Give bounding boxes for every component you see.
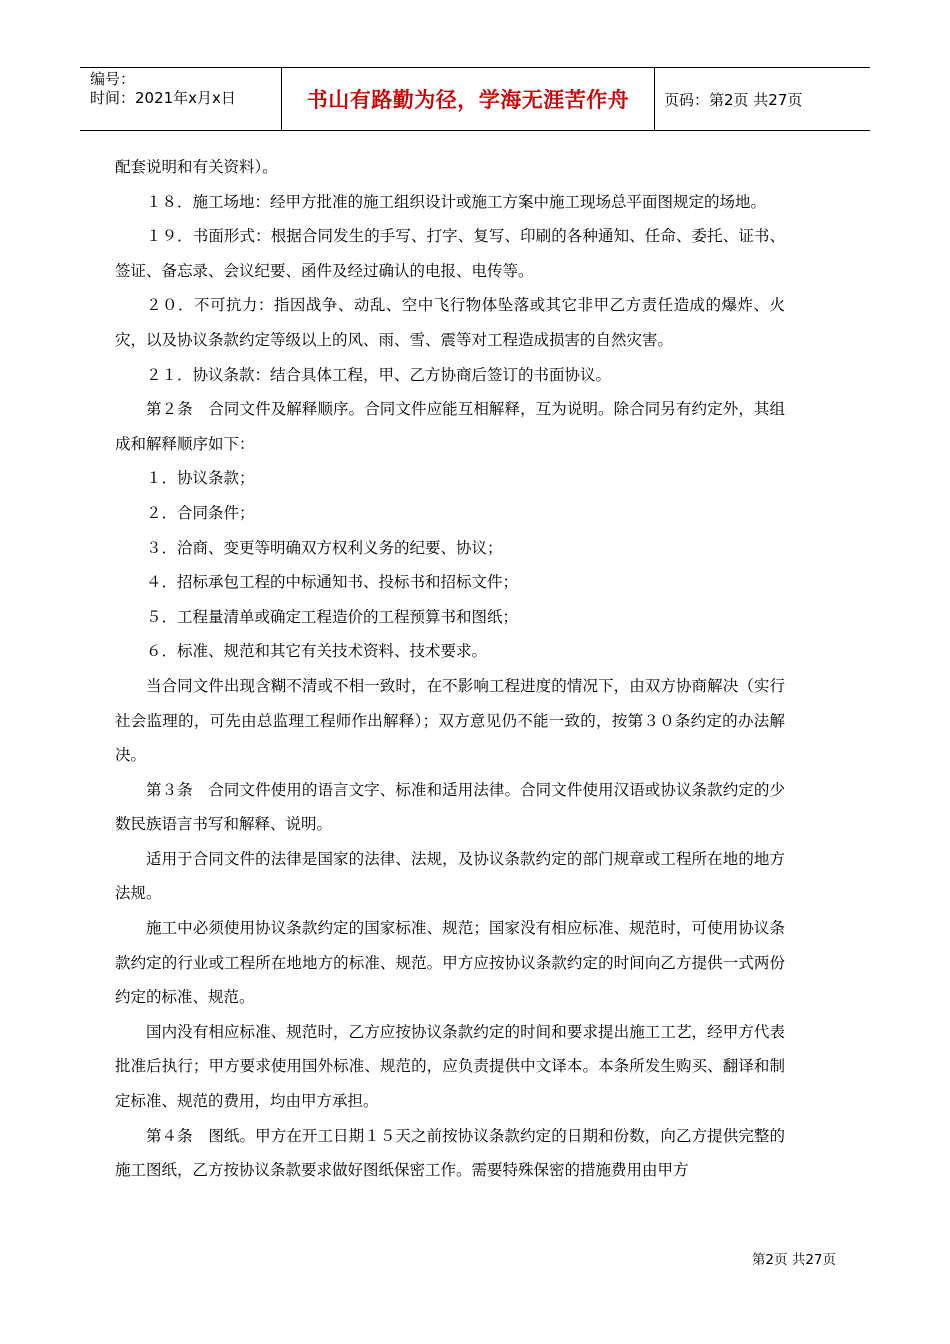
list-item: １．协议条款； <box>146 469 255 488</box>
list-item: ３．洽商、变更等明确双方权利义务的纪要、协议； <box>146 538 503 557</box>
header-page-number: 页码：第2页 共27页 <box>664 90 803 109</box>
paragraph: 施工中必须使用协议条款约定的国家标准、规范；国家没有相应标准、规范时，可使用协议条款约定的行业或工程所在地地方的标准、规范。甲方应按协议条款约定的时间向乙方提供一式两份约定的标准、规范。 <box>115 919 785 1007</box>
paragraph: １９．书面形式：根据合同发生的手写、打字、复写、印刷的各种通知、任命、委托、证书、签证、备忘录、会议纪要、函件及经过确认的电报、电传等。 <box>115 227 785 280</box>
header-meta <box>90 70 280 108</box>
document-body <box>115 150 785 1188</box>
paragraph: ２１．协议条款：结合具体工程，甲、乙方协商后签订的书面协议。 <box>146 365 612 384</box>
list-item: ４．招标承包工程的中标通知书、投标书和招标文件； <box>146 573 519 592</box>
page-footer: 第2页 共27页 <box>751 1252 836 1268</box>
header-motto: 书山有路勤为径，学海无涯苦作舟 <box>306 88 630 112</box>
paragraph: 适用于合同文件的法律是国家的法律、法规，及协议条款约定的部门规章或工程所在地的地方法规。 <box>115 849 785 903</box>
page-header <box>80 67 870 131</box>
paragraph: 当合同文件出现含糊不清或不相一致时，在不影响工程进度的情况下，由双方协商解决（实行社会监理的，可先由总监理工程师作出解释）；双方意见仍不能一致的，按第３０条约定的办法解决。 <box>115 676 785 765</box>
paragraph: 国内没有相应标准、规范时，乙方应按协议条款约定的时间和要求提出施工工艺，经甲方代表批准后执行；甲方要求使用国外标准、规范的，应负责提供中文译本。本条所发生购买、翻译和制定标准、规范的费用，均由甲方承担。 <box>115 1022 785 1111</box>
list-item: ２．合同条件； <box>146 503 255 522</box>
paragraph: １８．施工场地：经甲方批准的施工组织设计或施工方案中施工现场总平面图规定的场地。 <box>146 192 767 211</box>
list-item: ６．标准、规范和其它有关技术资料、技术要求。 <box>146 642 488 661</box>
paragraph: 配套说明和有关资料）。 <box>115 158 278 176</box>
paragraph: 第３条 合同文件使用的语言文字、标准和适用法律。合同文件使用汉语或协议条款约定的少数民族语言书写和解释、说明。 <box>115 780 785 834</box>
paragraph: 第４条 图纸。甲方在开工日期１５天之前按协议条款约定的日期和份数，向乙方提供完整的施工图纸，乙方按协议条款要求做好图纸保密工作。需要特殊保密的措施费用由甲方 <box>115 1126 785 1180</box>
header-divider <box>654 68 655 130</box>
document-number-label: 编号： <box>90 70 136 88</box>
document-time-label: 时间：2021年x月x日 <box>90 89 236 107</box>
list-item: ５．工程量清单或确定工程造价的工程预算书和图纸； <box>146 607 519 626</box>
paragraph: 第２条 合同文件及解释顺序。合同文件应能互相解释，互为说明。除合同另有约定外，其组成和解释顺序如下： <box>115 400 785 453</box>
paragraph: ２０．不可抗力：指因战争、动乱、空中飞行物体坠落或其它非甲乙方责任造成的爆炸、火灾，以及协议条款约定等级以上的风、雨、雪、震等对工程造成损害的自然灾害。 <box>115 296 785 349</box>
